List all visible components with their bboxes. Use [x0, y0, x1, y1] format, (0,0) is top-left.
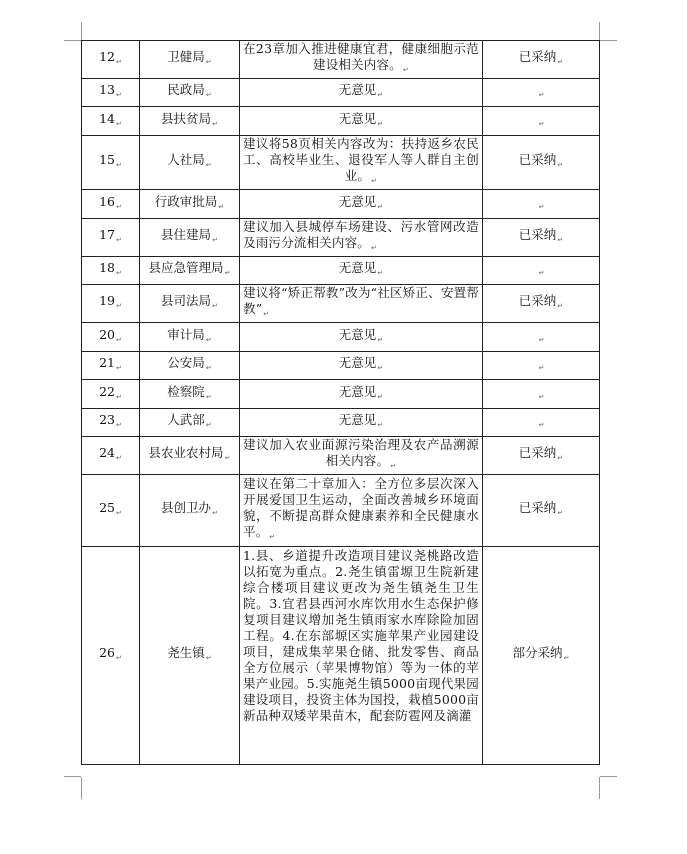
- status-cell: 已采纳$_↵$: [483, 475, 600, 547]
- row-number-cell: $22_↵$: [82, 380, 140, 409]
- opinion-cell: 无意见$_↵$: [240, 380, 483, 409]
- opinion-cell: 1.县、乡道提升改造项目建议尧桃路改造以拓宽为重点。2.尧生镇雷塬卫生院新建综合楼项目建议更改为尧生镇尧生卫生院。3.宜君县西河水库饮用水生态保护修复项目建议增加尧生镇雨家水库除险加固工程。4.在东部塬区实施苹果产业园建设项目，建成集苹果仓储、批发零售、商品全方位展示（苹果博物馆）等为一体的苹果产业园。5.实施尧生镇5000亩现代果园建设项目，投资主体为国投，栽植5000亩新品种双矮苹果苗木，配套防雹网及滴灌: [240, 547, 483, 765]
- row-number-cell: $23_↵$: [82, 409, 140, 437]
- department-cell: 县农业农村局$_↵$: [140, 437, 240, 475]
- opinion-cell: 建议在第二十章加入：全方位多层次深入开展爱国卫生运动，全面改善城乡环境面貌，不断提高群众健康素养和全民健康水平。$_↵$: [240, 475, 483, 547]
- opinion-cell: 建议加入县城停车场建设、污水管网改造及雨污分流相关内容。$_↵$: [240, 219, 483, 257]
- department-cell: 审计局$_↵$: [140, 323, 240, 352]
- status-cell: ↵: [483, 352, 600, 380]
- table-row: [82, 107, 600, 136]
- department-cell: 人社局$_↵$: [140, 136, 240, 190]
- table-row: [82, 547, 600, 765]
- status-cell: 已采纳$_↵$: [483, 136, 600, 190]
- row-number-cell: $16_↵$: [82, 190, 140, 219]
- row-number-cell: $19_↵$: [82, 285, 140, 323]
- status-cell: 已采纳$_↵$: [483, 219, 600, 257]
- department-cell: 人武部$_↵$: [140, 409, 240, 437]
- table-row: [82, 219, 600, 257]
- table-row: [82, 136, 600, 190]
- crop-mark-bottom-left-v: [81, 777, 82, 799]
- department-cell: 公安局$_↵$: [140, 352, 240, 380]
- status-cell: ↵: [483, 79, 600, 107]
- crop-mark-top-left-h: [64, 40, 81, 41]
- crop-mark-top-right-v: [599, 22, 600, 40]
- row-number-cell: $25_↵$: [82, 475, 140, 547]
- status-cell: ↵: [483, 257, 600, 285]
- department-cell: 卫健局$_↵$: [140, 41, 240, 79]
- table-row: [82, 79, 600, 107]
- row-number-cell: $15_↵$: [82, 136, 140, 190]
- table-row: [82, 257, 600, 285]
- crop-mark-bottom-left-h: [64, 776, 81, 777]
- row-number-cell: $13_↵$: [82, 79, 140, 107]
- department-cell: 县住建局$_↵$: [140, 219, 240, 257]
- status-cell: ↵: [483, 409, 600, 437]
- department-cell: 民政局$_↵$: [140, 79, 240, 107]
- status-cell: 已采纳$_↵$: [483, 41, 600, 79]
- crop-mark-bottom-right-h: [600, 776, 617, 777]
- crop-mark-top-right-h: [600, 40, 617, 41]
- row-number-cell: $24_↵$: [82, 437, 140, 475]
- row-number-cell: $21_↵$: [82, 352, 140, 380]
- crop-mark-top-left-v: [81, 22, 82, 40]
- opinion-cell: 无意见$_↵$: [240, 323, 483, 352]
- table-row: [82, 437, 600, 475]
- status-cell: ↵: [483, 323, 600, 352]
- status-cell: ↵: [483, 190, 600, 219]
- feedback-table: [81, 40, 600, 765]
- status-cell: 已采纳$_↵$: [483, 437, 600, 475]
- table-row: [82, 409, 600, 437]
- table-row: [82, 190, 600, 219]
- table-row: [82, 380, 600, 409]
- opinion-cell: 无意见$_↵$: [240, 190, 483, 219]
- row-number-cell: $20_↵$: [82, 323, 140, 352]
- status-cell: ↵: [483, 107, 600, 136]
- table-row: [82, 475, 600, 547]
- row-number-cell: $14_↵$: [82, 107, 140, 136]
- crop-mark-bottom-right-v: [599, 777, 600, 799]
- row-number-cell: $17_↵$: [82, 219, 140, 257]
- status-cell: 部分采纳$_↵$: [483, 547, 600, 765]
- department-cell: 尧生镇$_↵$: [140, 547, 240, 765]
- table-row: [82, 41, 600, 79]
- status-cell: 已采纳$_↵$: [483, 285, 600, 323]
- opinion-cell: 建议加入农业面源污染治理及农产品溯源相关内容。$_↵$: [240, 437, 483, 475]
- opinion-cell: 无意见$_↵$: [240, 107, 483, 136]
- table-row: [82, 323, 600, 352]
- opinion-cell: 无意见$_↵$: [240, 79, 483, 107]
- row-number-cell: $18_↵$: [82, 257, 140, 285]
- department-cell: 县扶贫局$_↵$: [140, 107, 240, 136]
- department-cell: 县司法局$_↵$: [140, 285, 240, 323]
- department-cell: 县应急管理局$_↵$: [140, 257, 240, 285]
- row-number-cell: $12_↵$: [82, 41, 140, 79]
- status-cell: ↵: [483, 380, 600, 409]
- opinion-cell: 无意见$_↵$: [240, 257, 483, 285]
- opinion-cell: 无意见$_↵$: [240, 409, 483, 437]
- table-row: [82, 352, 600, 380]
- opinion-cell: 建议将58页相关内容改为：扶持返乡农民工、高校毕业生、退役军人等人群自主创业。$_↵$: [240, 136, 483, 190]
- opinion-cell: 在23章加入推进健康宜君，健康细胞示范建设相关内容。$_↵$: [240, 41, 483, 79]
- table-row: [82, 285, 600, 323]
- department-cell: 检察院$_↵$: [140, 380, 240, 409]
- opinion-cell: 无意见$_↵$: [240, 352, 483, 380]
- opinion-cell: 建议将“矫正帮教”改为“社区矫正、安置帮教$”_↵$: [240, 285, 483, 323]
- department-cell: 县创卫办$_↵$: [140, 475, 240, 547]
- row-number-cell: $26_↵$: [82, 547, 140, 765]
- department-cell: 行政审批局$_↵$: [140, 190, 240, 219]
